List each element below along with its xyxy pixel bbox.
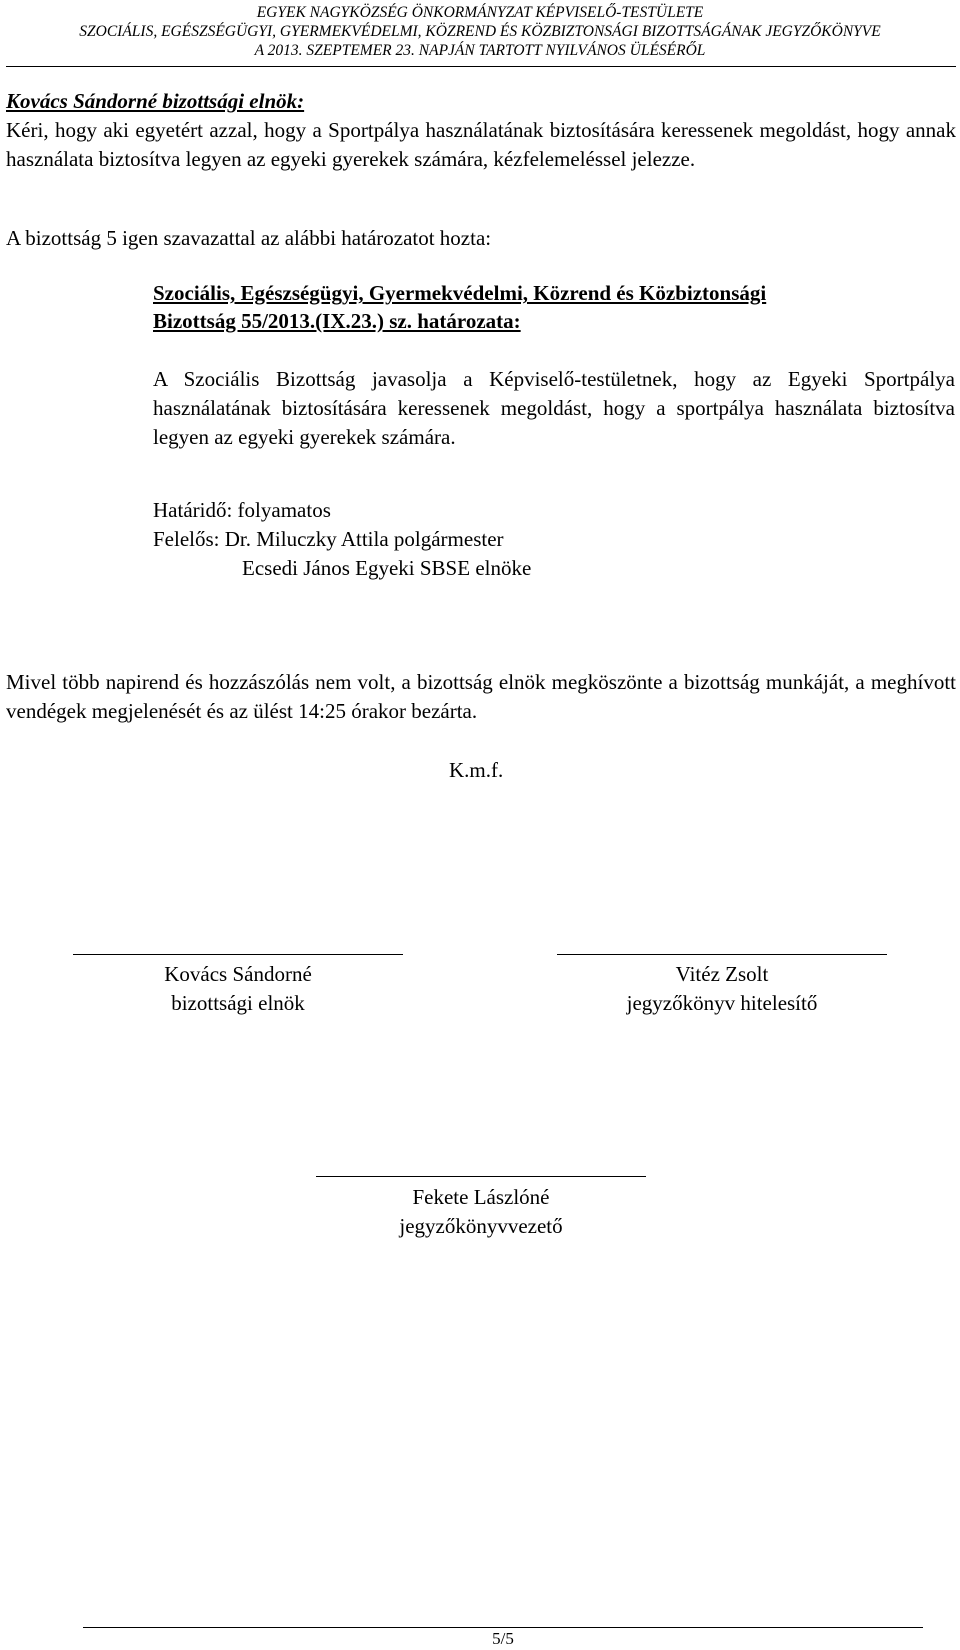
page-number: 5/5 bbox=[492, 1629, 514, 1648]
signature-line-1 bbox=[73, 954, 403, 955]
header-divider bbox=[6, 66, 956, 67]
signature-line-2 bbox=[557, 954, 887, 955]
kmf: K.m.f. bbox=[449, 758, 504, 782]
header-line-1: EGYEK NAGYKÖZSÉG ÖNKORMÁNYZAT KÉPVISELŐ-TESTÜLETE bbox=[256, 4, 704, 21]
resolution-title-line-1: Szociális, Egészségügyi, Gyermekvédelmi, Közrend és Közbiztonsági bbox=[153, 281, 767, 305]
speaker-text: Kéri, hogy aki egyetért azzal, hogy a Sportpálya használatának biztosítására keressenek megoldást, hogy annak használata biztosítva legyen az egyeki gyerekek számára, kézfelemeléssel jelezze. bbox=[6, 118, 956, 171]
speaker-heading: Kovács Sándorné bizottsági elnök: bbox=[6, 89, 305, 113]
closing-text: Mivel több napirend és hozzászólás nem volt, a bizottság elnök megköszönte a bizottság munkáját, a meghívott vendégek megjelenését és az ülést 14:25 órakor bezárta. bbox=[6, 670, 956, 723]
signature-name-1: Kovács Sándorné bbox=[164, 962, 312, 986]
footer-divider bbox=[83, 1627, 923, 1628]
responsible-1: Felelős: Dr. Miluczky Attila polgármester bbox=[153, 527, 504, 551]
responsible-2: Ecsedi János Egyeki SBSE elnöke bbox=[242, 556, 532, 580]
resolution-title-line-2: Bizottság 55/2013.(IX.23.) sz. határozata: bbox=[153, 309, 521, 333]
signature-role-2: jegyzőkönyv hitelesítő bbox=[626, 991, 818, 1015]
signature-line-3 bbox=[316, 1176, 646, 1177]
signature-role-3: jegyzőkönyvvezető bbox=[399, 1214, 563, 1238]
deadline: Határidő: folyamatos bbox=[153, 498, 331, 522]
signature-name-2: Vitéz Zsolt bbox=[675, 962, 769, 986]
signature-name-3: Fekete Lászlóné bbox=[412, 1185, 550, 1209]
header-line-3: A 2013. SZEPTEMER 23. NAPJÁN TARTOTT NYILVÁNOS ÜLÉSÉRŐL bbox=[254, 42, 706, 59]
vote-text: A bizottság 5 igen szavazattal az alábbi határozatot hozta: bbox=[6, 226, 492, 250]
header-line-2: SZOCIÁLIS, EGÉSZSÉGÜGYI, GYERMEKVÉDELMI, KÖZREND ÉS KÖZBIZTONSÁGI BIZOTTSÁGÁNAK JEGYZŐKÖNYVE bbox=[79, 23, 881, 40]
signature-role-1: bizottsági elnök bbox=[171, 991, 305, 1015]
resolution-text: A Szociális Bizottság javasolja a Képviselő-testületnek, hogy az Egyeki Sportpálya használatának biztosítására keressenek megoldást, hogy a sportpálya használata biztosítva legyen az egyeki gyerekek számára. bbox=[153, 367, 955, 449]
document-header bbox=[0, 3, 960, 60]
